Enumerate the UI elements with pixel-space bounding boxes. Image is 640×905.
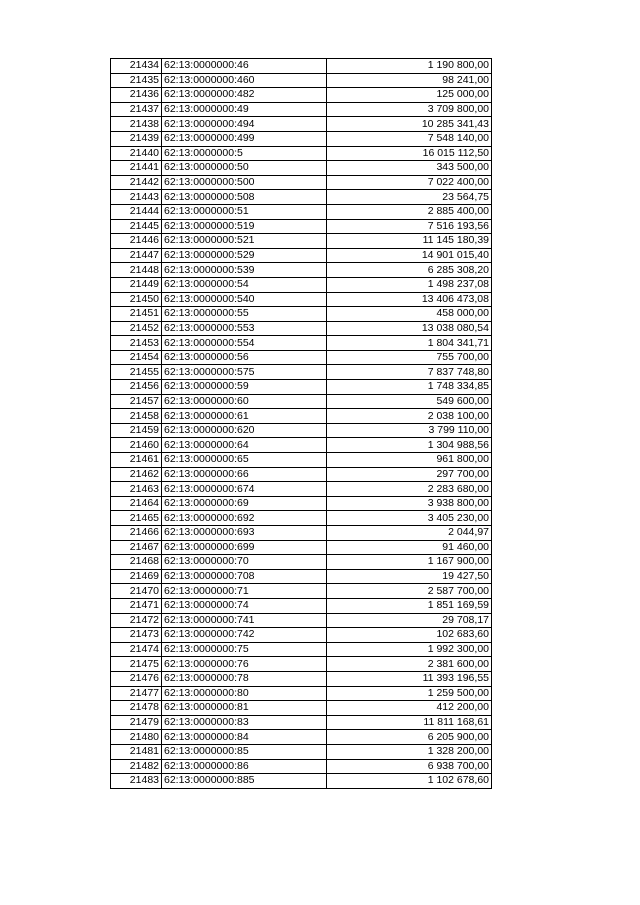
cadastral-number-cell: 62:13:0000000:699	[162, 540, 327, 555]
table-row	[111, 175, 492, 190]
table-row	[111, 146, 492, 161]
value-cell: 7 548 140,00	[327, 131, 492, 146]
cadastral-number-cell: 62:13:0000000:76	[162, 657, 327, 672]
row-number-cell: 21480	[111, 730, 162, 745]
table-body	[111, 59, 492, 789]
table-row	[111, 569, 492, 584]
value-cell: 6 285 308,20	[327, 263, 492, 278]
value-cell: 755 700,00	[327, 350, 492, 365]
cadastral-number-cell: 62:13:0000000:61	[162, 409, 327, 424]
row-number-cell: 21479	[111, 715, 162, 730]
value-cell: 11 393 196,55	[327, 671, 492, 686]
row-number-cell: 21443	[111, 190, 162, 205]
table-row	[111, 701, 492, 716]
table-row	[111, 380, 492, 395]
cadastral-number-cell: 62:13:0000000:75	[162, 642, 327, 657]
cadastral-number-cell: 62:13:0000000:70	[162, 555, 327, 570]
value-cell: 2 381 600,00	[327, 657, 492, 672]
table-row	[111, 540, 492, 555]
row-number-cell: 21467	[111, 540, 162, 555]
value-cell: 1 102 678,60	[327, 774, 492, 789]
value-cell: 98 241,00	[327, 73, 492, 88]
row-number-cell: 21459	[111, 423, 162, 438]
table-row	[111, 730, 492, 745]
value-cell: 6 938 700,00	[327, 759, 492, 774]
row-number-cell: 21473	[111, 628, 162, 643]
value-cell: 6 205 900,00	[327, 730, 492, 745]
cadastral-number-cell: 62:13:0000000:575	[162, 365, 327, 380]
row-number-cell: 21452	[111, 321, 162, 336]
value-cell: 13 406 473,08	[327, 292, 492, 307]
value-cell: 2 283 680,00	[327, 482, 492, 497]
cadastral-number-cell: 62:13:0000000:5	[162, 146, 327, 161]
cadastral-number-cell: 62:13:0000000:521	[162, 234, 327, 249]
value-cell: 1 748 334,85	[327, 380, 492, 395]
row-number-cell: 21461	[111, 453, 162, 468]
table-row	[111, 613, 492, 628]
value-cell: 19 427,50	[327, 569, 492, 584]
row-number-cell: 21440	[111, 146, 162, 161]
row-number-cell: 21462	[111, 467, 162, 482]
row-number-cell: 21465	[111, 511, 162, 526]
cadastral-number-cell: 62:13:0000000:529	[162, 248, 327, 263]
value-cell: 2 044,97	[327, 526, 492, 541]
table-row	[111, 263, 492, 278]
row-number-cell: 21436	[111, 88, 162, 103]
table-row	[111, 744, 492, 759]
table-row	[111, 234, 492, 249]
table-row	[111, 423, 492, 438]
row-number-cell: 21483	[111, 774, 162, 789]
table-row	[111, 277, 492, 292]
cadastral-number-cell: 62:13:0000000:885	[162, 774, 327, 789]
table-row	[111, 336, 492, 351]
row-number-cell: 21470	[111, 584, 162, 599]
table-row	[111, 482, 492, 497]
table-row	[111, 292, 492, 307]
table-row	[111, 409, 492, 424]
cadastral-number-cell: 62:13:0000000:539	[162, 263, 327, 278]
cadastral-number-cell: 62:13:0000000:460	[162, 73, 327, 88]
cadastral-number-cell: 62:13:0000000:692	[162, 511, 327, 526]
cadastral-number-cell: 62:13:0000000:86	[162, 759, 327, 774]
cadastral-number-cell: 62:13:0000000:499	[162, 131, 327, 146]
value-cell: 343 500,00	[327, 161, 492, 176]
value-cell: 102 683,60	[327, 628, 492, 643]
cadastral-number-cell: 62:13:0000000:74	[162, 598, 327, 613]
value-cell: 458 000,00	[327, 307, 492, 322]
value-cell: 1 851 169,59	[327, 598, 492, 613]
cadastral-number-cell: 62:13:0000000:66	[162, 467, 327, 482]
cadastral-number-cell: 62:13:0000000:482	[162, 88, 327, 103]
value-cell: 29 708,17	[327, 613, 492, 628]
row-number-cell: 21437	[111, 102, 162, 117]
row-number-cell: 21464	[111, 496, 162, 511]
table-row	[111, 671, 492, 686]
cadastral-number-cell: 62:13:0000000:85	[162, 744, 327, 759]
table-row	[111, 73, 492, 88]
table-row	[111, 438, 492, 453]
value-cell: 3 709 800,00	[327, 102, 492, 117]
table-row	[111, 686, 492, 701]
row-number-cell: 21451	[111, 307, 162, 322]
value-cell: 10 285 341,43	[327, 117, 492, 132]
table-row	[111, 628, 492, 643]
table-row	[111, 584, 492, 599]
value-cell: 1 167 900,00	[327, 555, 492, 570]
table-row	[111, 161, 492, 176]
cadastral-number-cell: 62:13:0000000:64	[162, 438, 327, 453]
row-number-cell: 21460	[111, 438, 162, 453]
row-number-cell: 21449	[111, 277, 162, 292]
row-number-cell: 21453	[111, 336, 162, 351]
value-cell: 11 811 168,61	[327, 715, 492, 730]
row-number-cell: 21476	[111, 671, 162, 686]
value-cell: 7 516 193,56	[327, 219, 492, 234]
row-number-cell: 21447	[111, 248, 162, 263]
cadastral-number-cell: 62:13:0000000:494	[162, 117, 327, 132]
row-number-cell: 21482	[111, 759, 162, 774]
value-cell: 2 885 400,00	[327, 204, 492, 219]
cadastral-number-cell: 62:13:0000000:65	[162, 453, 327, 468]
cadastral-number-cell: 62:13:0000000:71	[162, 584, 327, 599]
cadastral-number-cell: 62:13:0000000:84	[162, 730, 327, 745]
value-cell: 13 038 080,54	[327, 321, 492, 336]
cadastral-number-cell: 62:13:0000000:83	[162, 715, 327, 730]
value-cell: 91 460,00	[327, 540, 492, 555]
cadastral-number-cell: 62:13:0000000:540	[162, 292, 327, 307]
table-row	[111, 307, 492, 322]
table-row	[111, 321, 492, 336]
cadastral-number-cell: 62:13:0000000:674	[162, 482, 327, 497]
cadastral-number-cell: 62:13:0000000:81	[162, 701, 327, 716]
value-cell: 297 700,00	[327, 467, 492, 482]
table-row	[111, 190, 492, 205]
cadastral-number-cell: 62:13:0000000:60	[162, 394, 327, 409]
cadastral-value-table	[110, 58, 492, 789]
table-row	[111, 102, 492, 117]
table-row	[111, 642, 492, 657]
table-row	[111, 219, 492, 234]
table-row	[111, 759, 492, 774]
table-row	[111, 598, 492, 613]
row-number-cell: 21478	[111, 701, 162, 716]
row-number-cell: 21463	[111, 482, 162, 497]
row-number-cell: 21445	[111, 219, 162, 234]
row-number-cell: 21450	[111, 292, 162, 307]
cadastral-number-cell: 62:13:0000000:46	[162, 59, 327, 74]
table-row	[111, 117, 492, 132]
cadastral-number-cell: 62:13:0000000:49	[162, 102, 327, 117]
table-row	[111, 394, 492, 409]
row-number-cell: 21466	[111, 526, 162, 541]
table-row	[111, 511, 492, 526]
value-cell: 1 190 800,00	[327, 59, 492, 74]
table-row	[111, 526, 492, 541]
cadastral-number-cell: 62:13:0000000:50	[162, 161, 327, 176]
cadastral-number-cell: 62:13:0000000:620	[162, 423, 327, 438]
row-number-cell: 21474	[111, 642, 162, 657]
table-row	[111, 496, 492, 511]
value-cell: 1 498 237,08	[327, 277, 492, 292]
row-number-cell: 21472	[111, 613, 162, 628]
value-cell: 23 564,75	[327, 190, 492, 205]
cadastral-number-cell: 62:13:0000000:693	[162, 526, 327, 541]
row-number-cell: 21469	[111, 569, 162, 584]
value-cell: 2 038 100,00	[327, 409, 492, 424]
table-row	[111, 365, 492, 380]
value-cell: 125 000,00	[327, 88, 492, 103]
value-cell: 1 992 300,00	[327, 642, 492, 657]
cadastral-number-cell: 62:13:0000000:56	[162, 350, 327, 365]
table-row	[111, 131, 492, 146]
cadastral-number-cell: 62:13:0000000:553	[162, 321, 327, 336]
value-cell: 2 587 700,00	[327, 584, 492, 599]
cadastral-number-cell: 62:13:0000000:59	[162, 380, 327, 395]
row-number-cell: 21458	[111, 409, 162, 424]
table-row	[111, 204, 492, 219]
row-number-cell: 21456	[111, 380, 162, 395]
row-number-cell: 21442	[111, 175, 162, 190]
row-number-cell: 21439	[111, 131, 162, 146]
row-number-cell: 21475	[111, 657, 162, 672]
row-number-cell: 21446	[111, 234, 162, 249]
value-cell: 7 837 748,80	[327, 365, 492, 380]
value-cell: 961 800,00	[327, 453, 492, 468]
value-cell: 1 304 988,56	[327, 438, 492, 453]
cadastral-number-cell: 62:13:0000000:554	[162, 336, 327, 351]
cadastral-number-cell: 62:13:0000000:500	[162, 175, 327, 190]
row-number-cell: 21468	[111, 555, 162, 570]
cadastral-number-cell: 62:13:0000000:519	[162, 219, 327, 234]
cadastral-number-cell: 62:13:0000000:80	[162, 686, 327, 701]
table-row	[111, 453, 492, 468]
table-row	[111, 774, 492, 789]
value-cell: 549 600,00	[327, 394, 492, 409]
cadastral-number-cell: 62:13:0000000:508	[162, 190, 327, 205]
cadastral-number-cell: 62:13:0000000:69	[162, 496, 327, 511]
row-number-cell: 21444	[111, 204, 162, 219]
cadastral-number-cell: 62:13:0000000:708	[162, 569, 327, 584]
row-number-cell: 21441	[111, 161, 162, 176]
cadastral-number-cell: 62:13:0000000:54	[162, 277, 327, 292]
row-number-cell: 21481	[111, 744, 162, 759]
value-cell: 7 022 400,00	[327, 175, 492, 190]
value-cell: 1 328 200,00	[327, 744, 492, 759]
cadastral-number-cell: 62:13:0000000:55	[162, 307, 327, 322]
value-cell: 3 938 800,00	[327, 496, 492, 511]
table-row	[111, 715, 492, 730]
value-cell: 3 405 230,00	[327, 511, 492, 526]
table-row	[111, 350, 492, 365]
table-row	[111, 467, 492, 482]
value-cell: 14 901 015,40	[327, 248, 492, 263]
row-number-cell: 21434	[111, 59, 162, 74]
row-number-cell: 21448	[111, 263, 162, 278]
table-row	[111, 248, 492, 263]
value-cell: 1 259 500,00	[327, 686, 492, 701]
row-number-cell: 21457	[111, 394, 162, 409]
value-cell: 3 799 110,00	[327, 423, 492, 438]
row-number-cell: 21455	[111, 365, 162, 380]
row-number-cell: 21438	[111, 117, 162, 132]
table-row	[111, 657, 492, 672]
cadastral-number-cell: 62:13:0000000:741	[162, 613, 327, 628]
row-number-cell: 21471	[111, 598, 162, 613]
table-row	[111, 59, 492, 74]
row-number-cell: 21477	[111, 686, 162, 701]
value-cell: 11 145 180,39	[327, 234, 492, 249]
cadastral-number-cell: 62:13:0000000:742	[162, 628, 327, 643]
cadastral-number-cell: 62:13:0000000:78	[162, 671, 327, 686]
row-number-cell: 21435	[111, 73, 162, 88]
value-cell: 1 804 341,71	[327, 336, 492, 351]
value-cell: 16 015 112,50	[327, 146, 492, 161]
table-row	[111, 555, 492, 570]
row-number-cell: 21454	[111, 350, 162, 365]
value-cell: 412 200,00	[327, 701, 492, 716]
table-row	[111, 88, 492, 103]
cadastral-number-cell: 62:13:0000000:51	[162, 204, 327, 219]
